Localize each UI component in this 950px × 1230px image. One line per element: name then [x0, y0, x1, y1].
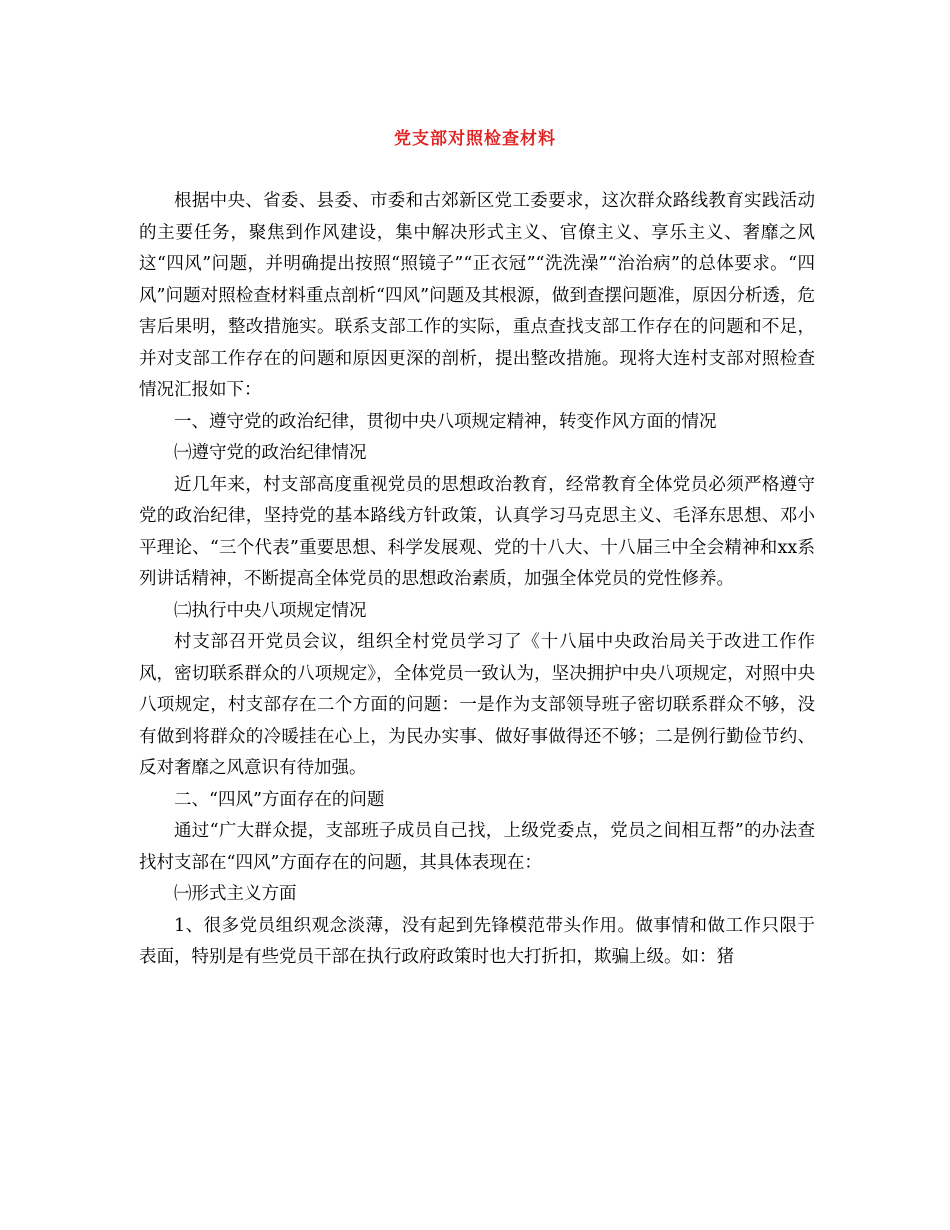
- document-title: 党支部对照检查材料: [394, 129, 556, 149]
- subsection-heading-2-1: ㈠形式主义方面: [174, 884, 297, 904]
- subsection-heading-1-2: ㈡执行中央八项规定情况: [174, 600, 367, 621]
- paragraph-eight-rules: 村支部召开党员会议，组织全村党员学习了《十八届中央政治局关于改进工作作风，密切联系群众的八项规定》，全体党员一致认为，坚决拥护中央八项规定，对照中央八项规定，村支部存在二个方面的问题：一是作为支部领导班子密切联系群众不够，没有做到将群众的冷暖挂在心上，为民办实事、做好事做得还不够；二是例行勤俭节约、反对奢靡之风意识有待加强。: [139, 632, 815, 778]
- paragraph-intro: 根据中央、省委、县委、市委和古郊新区党工委要求，这次群众路线教育实践活动的主要任务，聚焦到作风建设，集中解决形式主义、官僚主义、享乐主义、奢靡之风这“四风”问题，并明确提出按照“照镜子”“正衣冠”“洗洗澡”“治治病”的总体要求。“四风”问题对照检查材料重点剖析“四风”问题及其根源，做到查摆问题准，原因分析透，危害后果明，整改措施实。联系支部工作的实际，重点查找支部工作存在的问题和不足，并对支部工作存在的问题和原因更深的剖析，提出整改措施。现将大连村支部对照检查情况汇报如下：: [139, 191, 815, 400]
- section-heading-1: 一、遵守党的政治纪律，贯彻中央八项规定精神，转变作风方面的情况: [174, 411, 717, 432]
- paragraph-discipline: 近几年来，村支部高度重视党员的思想政治教育，经常教育全体党员必须严格遵守党的政治纪律，坚持党的基本路线方针政策，认真学习马克思主义、毛泽东思想、邓小平理论、“三个代表”重要思想、科学发展观、党的十八大、十八届三中全会精神和xx系列讲话精神，不断提高全体党员的思想政治素质，加强全体党员的党性修养。: [139, 474, 815, 589]
- paragraph-formalism-1: 1、很多党员组织观念淡薄，没有起到先锋模范带头作用。做事情和做工作只限于表面，特别是有些党员干部在执行政府政策时也大打折扣，欺骗上级。如：猪: [139, 915, 815, 967]
- paragraph-four-winds: 通过“广大群众提，支部班子成员自己找，上级党委点，党员之间相互帮”的办法查找村支部在“四风”方面存在的问题，其具体表现在：: [139, 821, 815, 873]
- document-body: [139, 186, 815, 974]
- section-heading-2: 二、“四风”方面存在的问题: [174, 789, 385, 810]
- subsection-heading-1-1: ㈠遵守党的政治纪律情况: [174, 443, 367, 463]
